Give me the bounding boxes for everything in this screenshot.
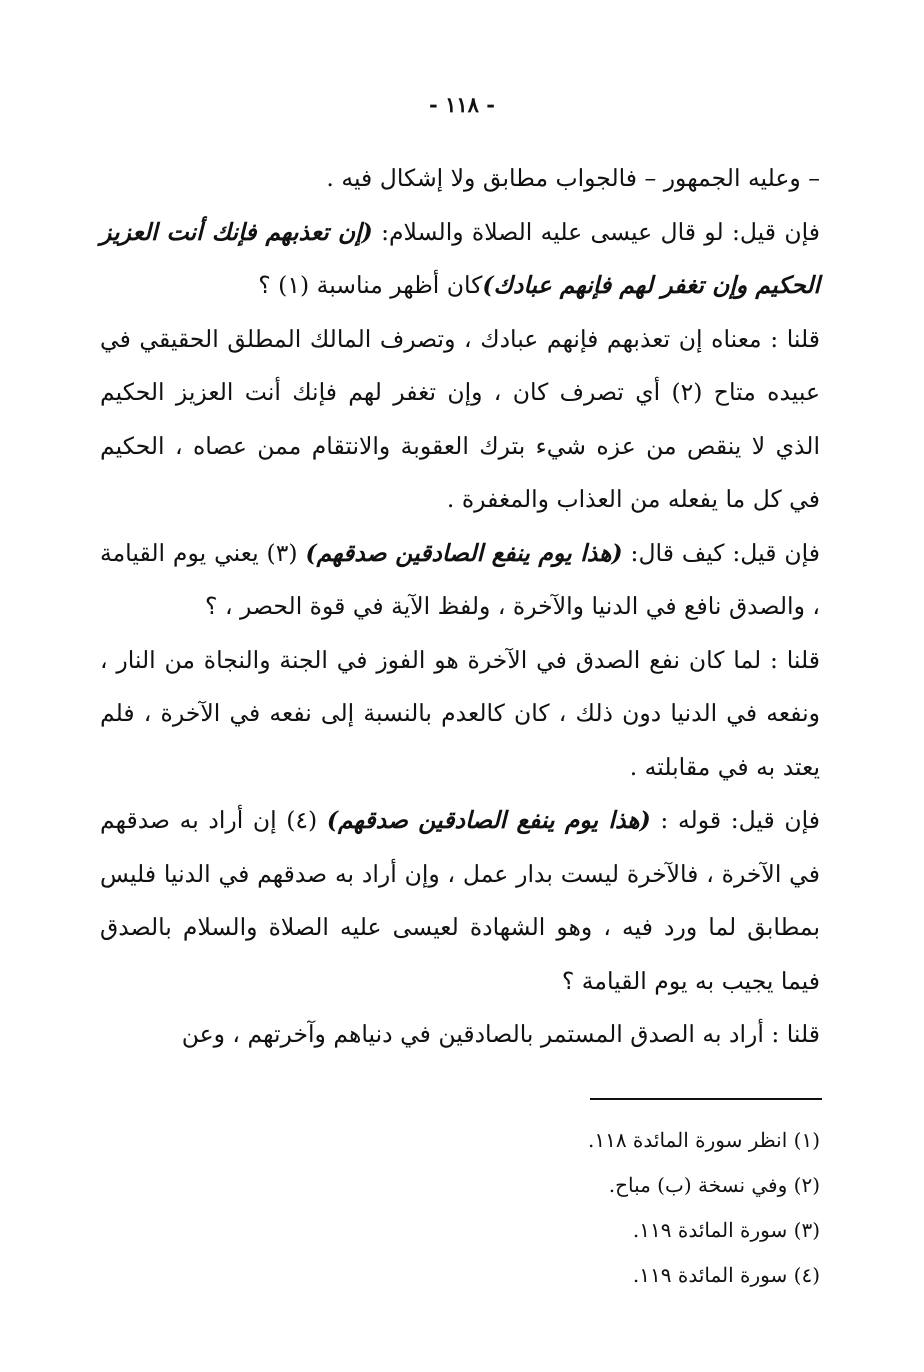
paragraph xyxy=(100,313,820,527)
page-number: - ١١٨ - xyxy=(429,92,495,117)
paragraph xyxy=(100,527,820,634)
paragraph xyxy=(100,634,820,795)
paragraph xyxy=(100,206,820,313)
footnote: (١) انظر سورة المائدة ١١٨. xyxy=(587,1128,820,1152)
quran-verse: (هذا يوم ينفع الصادقين صدقهم) xyxy=(305,538,623,567)
paragraph-text: فإن قيل: كيف قال: xyxy=(622,538,820,567)
paragraph-text: قلنا : لما كان نفع الصدق في الآخرة هو الفوز في الجنة والنجاة من النار ، ونفعه في الدنيا دون ذلك ، كان كالعدم بالنسبة إلى نفعه في الآخرة ، فلم يعتد به في مقابلته . xyxy=(100,645,820,781)
quran-verse: (هذا يوم ينفع الصادقين صدقهم) xyxy=(326,806,651,834)
paragraph xyxy=(100,1008,820,1062)
footnote-separator xyxy=(590,1098,822,1100)
footnotes xyxy=(100,1118,820,1298)
paragraph-text: – وعليه الجمهور – فالجواب مطابق ولا إشكال فيه . xyxy=(326,164,820,192)
footnote: (٢) وفي نسخة (ب) مباح. xyxy=(608,1173,820,1197)
footnote: (٣) سورة المائدة ١١٩. xyxy=(632,1218,820,1242)
quran-verse: (إن تعذبهم فإنك أنت العزيز الحكيم وإن تغفر لهم فإنهم عبادك) xyxy=(100,217,820,299)
paragraph-text: (٤) إن أراد به صدقهم في الآخرة ، فالآخرة ليست بدار عمل ، وإن أراد به صدقهم في الدنيا فليس بمطابق لما ورد فيه ، وهو الشهادة لعيسى عليه الصلاة والسلام بالصدق فيما يجيب به يوم القيامة ؟ xyxy=(100,806,820,995)
paragraph-text: فإن قيل: لو قال عيسى عليه الصلاة والسلام: xyxy=(372,217,820,246)
paragraph-text: (٣) يعني يوم القيامة ، والصدق نافع في الدنيا والآخرة ، ولفظ الآية في قوة الحصر ، ؟ xyxy=(100,538,820,620)
paragraph-text: قلنا : معناه إن تعذبهم فإنهم عبادك ، وتصرف المالك المطلق الحقيقي في عبيده متاح (٢) أي تصرف كان ، وإن تغفر لهم فإنك أنت العزيز الحكيم الذي لا ينقص من عزه شيء بترك العقوبة والانتقام ممن عصاه ، الحكيم في كل ما يفعله من العذاب والمغفرة . xyxy=(100,324,820,513)
paragraph xyxy=(100,794,820,1008)
paragraph xyxy=(100,152,820,206)
footnote: (٤) سورة المائدة ١١٩. xyxy=(632,1263,820,1287)
paragraph-text: قلنا : أراد به الصدق المستمر بالصادقين في دنياهم وآخرتهم ، وعن xyxy=(181,1020,820,1048)
body-text xyxy=(100,152,820,1062)
paragraph-text: فإن قيل: قوله : xyxy=(650,806,821,834)
paragraph-text: كان أظهر مناسبة (١) ؟ xyxy=(258,271,483,299)
